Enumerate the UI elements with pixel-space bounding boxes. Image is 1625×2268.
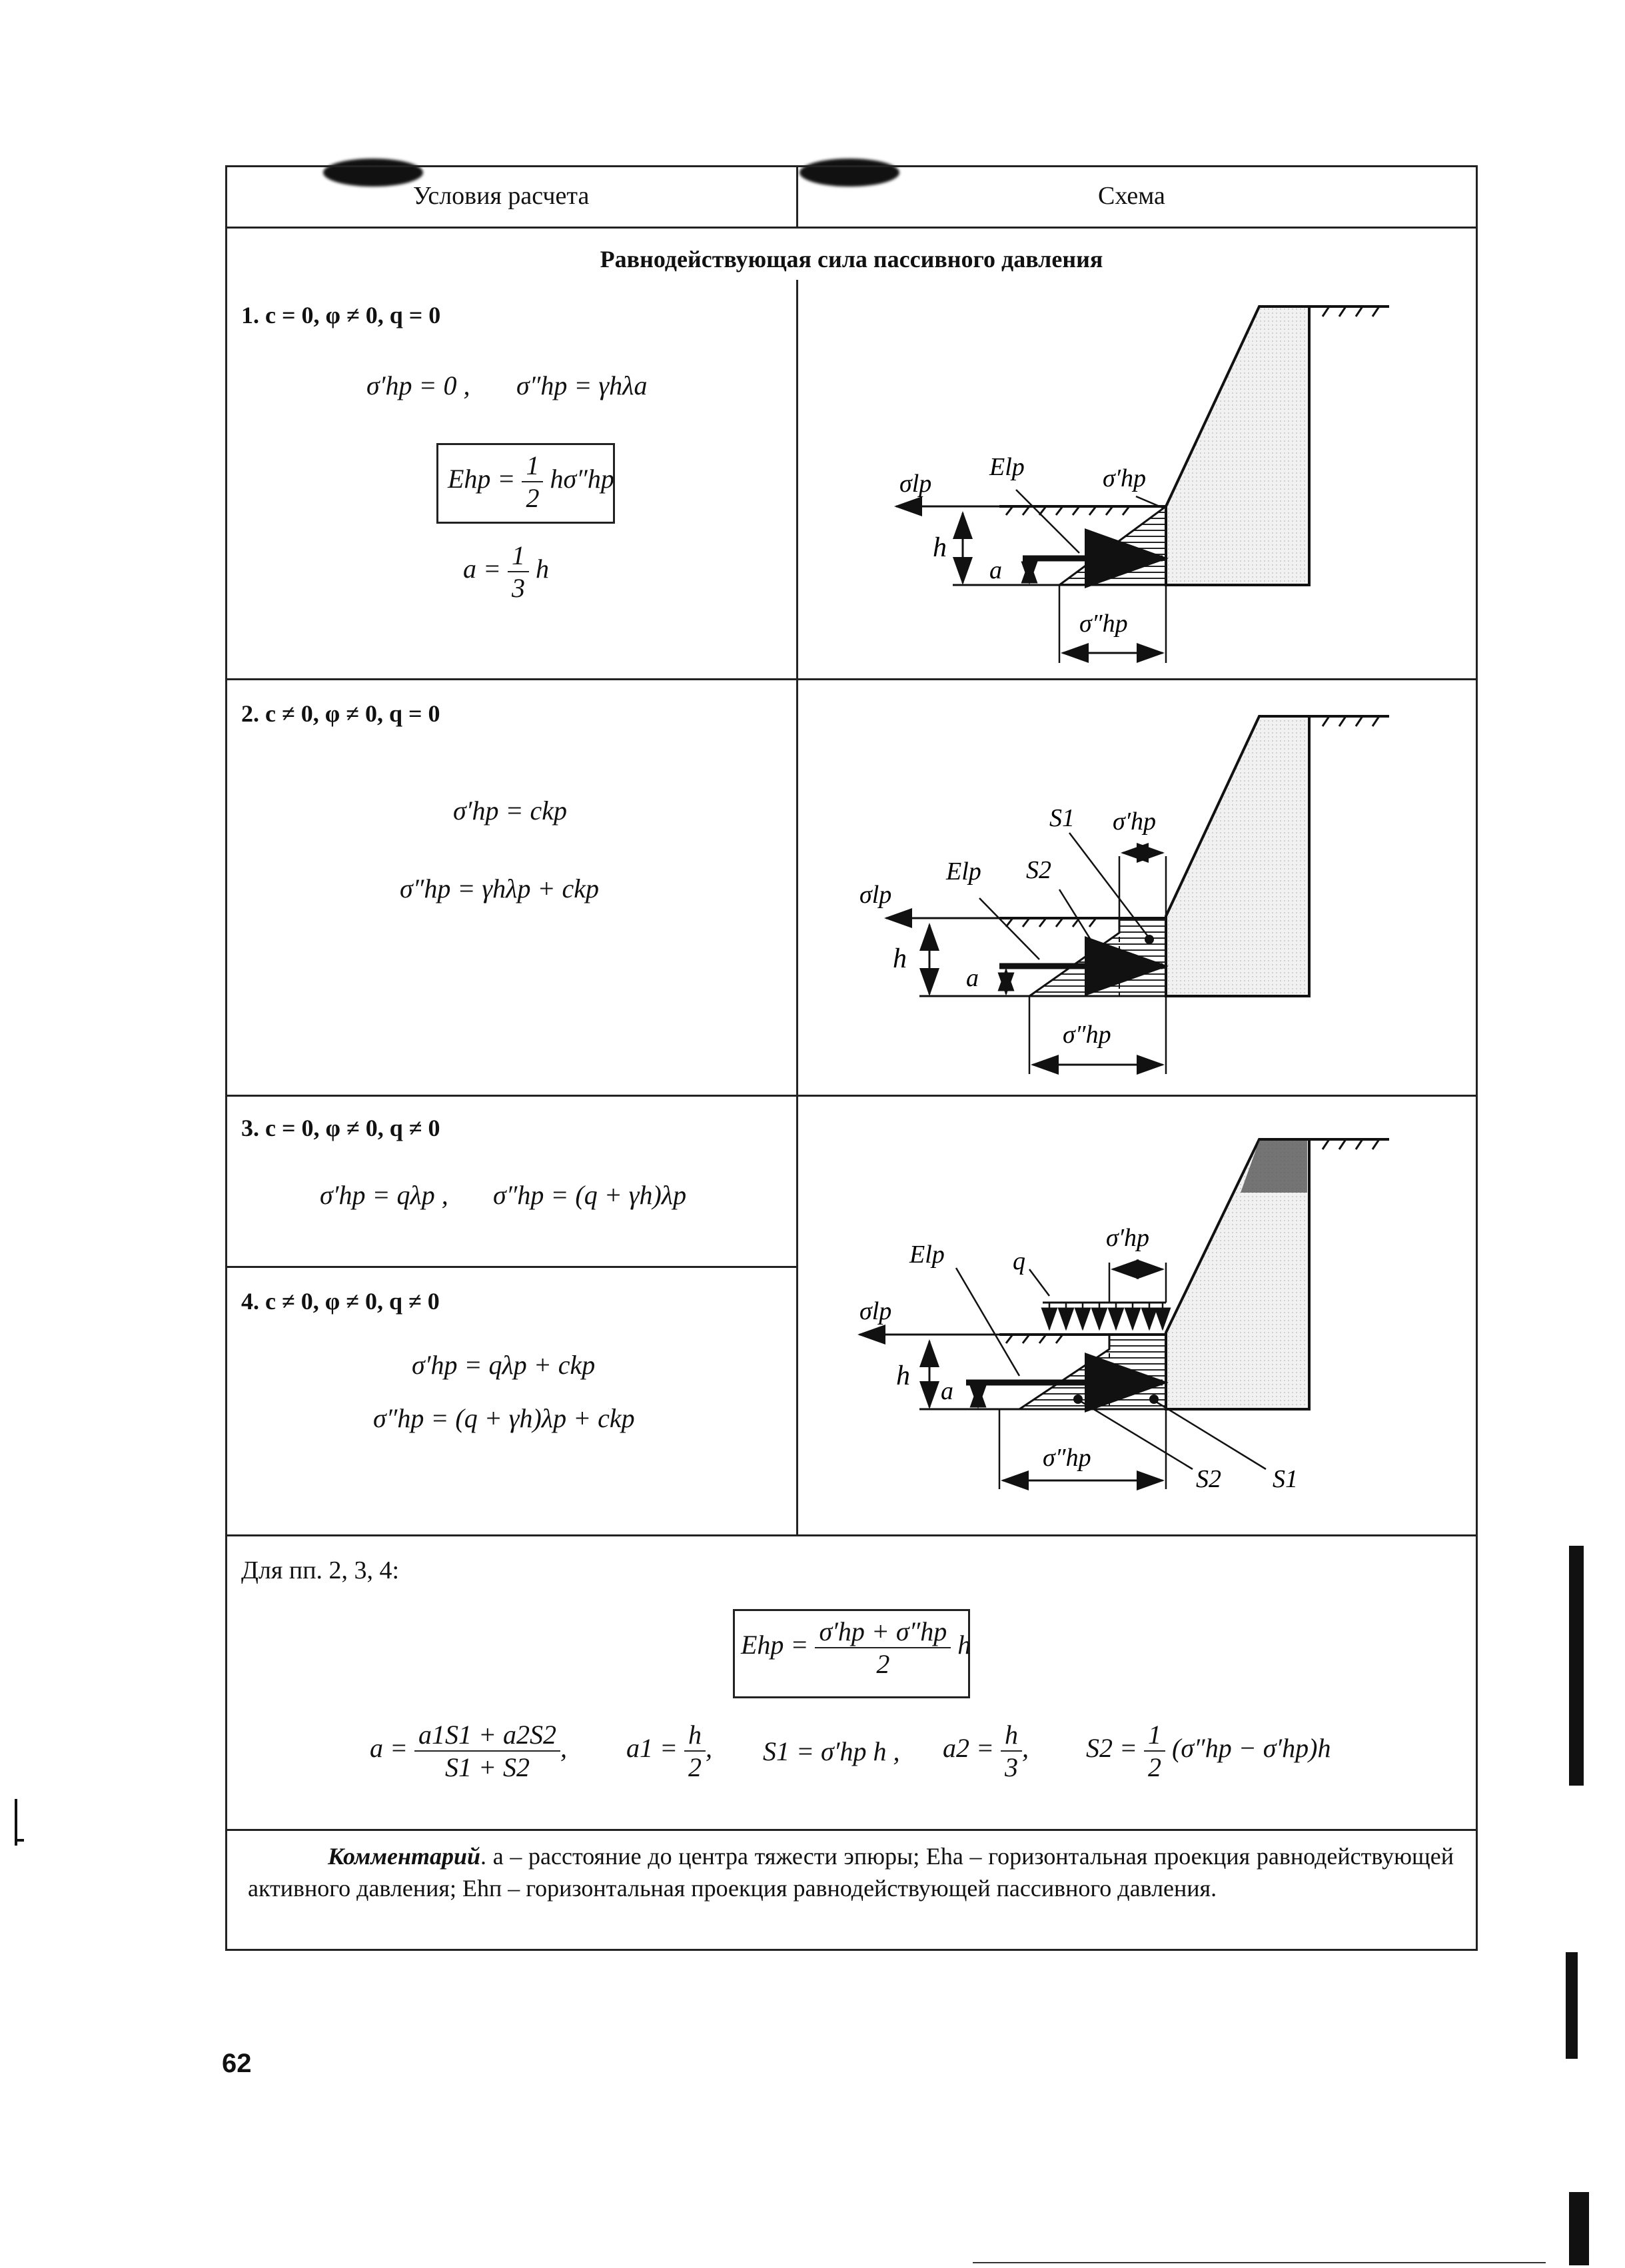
case-2-formula-sigma1: σ′hp = ckp [453,796,567,826]
case-2-title: 2. c ≠ 0, φ ≠ 0, q = 0 [241,700,440,727]
diagram-3-sigma2: σ″hp [1043,1444,1091,1472]
summary-intro: Для пп. 2, 3, 4: [241,1556,400,1584]
diagram-1-h: h [933,532,947,563]
case-2-formula-sigma2: σ″hp = γhλp + ckp [400,873,599,903]
comment-text: . a – расстояние до центра тяжести эпюры; Eha – горизонтальная проекция равнодействующей активного давления; Ehп – горизонтальная проекция равнодействующей пассивного давления. [248,1843,1454,1902]
case-1-ehp: Ehp = $\frac{1}{2}$ hσ″hp [448,450,614,513]
comment [248,1840,1454,1904]
diagram-3-sigma1: σ′hp [1106,1224,1150,1252]
case-4-formula-sigma2: σ″hp = (q + γh)λp + ckp [373,1403,635,1433]
diagram-2-S2: S2 [1026,856,1051,884]
diagram-3-E-label: Elp [909,1241,945,1269]
summary-a-fraction: $\frac{a1S1 + a2S2}{S1 + S2}$ [414,1719,560,1783]
summary-a1-formula: a1 = $\frac{h}{2}$ , [626,1720,712,1782]
diagram-3-a: a [941,1377,953,1405]
diagram-3-S1: S1 [1273,1465,1298,1493]
case-3-title: 3. c = 0, φ ≠ 0, q ≠ 0 [241,1115,440,1141]
comment-label: Комментарий [328,1843,481,1870]
diagram-2-sigma2: σ″hp [1063,1021,1111,1049]
diagram-3-sigma-lp: σlp [859,1297,892,1325]
section-title: Равнодействующая сила пассивного давления [600,246,1103,273]
diagram-3-epure [1019,1335,1166,1409]
diagram-3 [859,1139,1389,1493]
diagram-2-sigma1: σ′hp [1113,808,1157,836]
diagram-2-sigma-lp: σlp [859,881,892,909]
case-1-title: 1. c = 0, φ ≠ 0, q = 0 [241,302,441,328]
diagram-1-sigma2: σ″hp [1079,610,1128,638]
summary-s2-fraction: $\frac{1}{2}$ [1144,1719,1165,1783]
diagram-1-E-label: Elp [989,453,1025,481]
summary-s1-formula: S1 = σ′hp h , [763,1736,900,1766]
case-3-formula-sigma2: σ″hp = (q + γh)λp [493,1180,687,1210]
diagram-3-q: q [1013,1247,1025,1275]
diagram-2-h: h [893,943,907,974]
diagram-3-h: h [896,1361,910,1391]
case-1-ehp-fraction: $\frac{1}{2}$ [522,450,543,514]
summary-ehp: Ehp = $\frac{\sigma'hp + \sigma''hp}{2}$ h [741,1616,971,1679]
diagram-1-sigma-lp: σlp [899,470,932,498]
diagram-2-S1: S1 [1049,804,1075,832]
diagram-1-wall [1166,306,1309,585]
summary-s2-formula: S2 = $\frac{1}{2}$ (σ″hp − σ′hp)h [1086,1720,1331,1782]
case-1-a: a = $\frac{1}{3}$ h [463,540,549,603]
diagram-1-epure [1059,506,1166,585]
diagram-3-S2: S2 [1196,1465,1221,1493]
diagram-1-sigma1: σ′hp [1103,464,1147,492]
summary-a2-formula: a2 = $\frac{h}{3}$ , [943,1720,1029,1782]
summary-ehp-fraction: $\frac{\sigma'hp + \sigma''hp}{2}$ [815,1616,951,1680]
case-4-title: 4. c ≠ 0, φ ≠ 0, q ≠ 0 [241,1288,440,1315]
diagram-2-a: a [966,964,979,992]
header-conditions: Условия расчета [413,182,590,210]
header-scheme: Схема [1098,182,1165,210]
case-1-formula-sigma2: σ″hp = γhλa [516,370,648,400]
summary-a-formula: a = $\frac{a1S1 + a2S2}{S1 + S2}$ , [370,1720,567,1782]
diagram-1-a: a [989,556,1002,584]
summary-a1-fraction: $\frac{h}{2}$ [684,1719,706,1783]
summary-a2-fraction: $\frac{h}{3}$ [1001,1719,1022,1783]
case-1-a-fraction: $\frac{1}{3}$ [508,540,529,604]
diagram-2-wall [1166,716,1309,996]
diagram-2-E-label: Elp [946,857,981,885]
case-3-formula-sigma1: σ′hp = qλp , [320,1180,448,1210]
case-1-formula-sigma1: σ′hp = 0 , [366,370,470,400]
case-4-formula-sigma1: σ′hp = qλp + ckp [412,1350,596,1380]
page-number: 62 [222,2049,252,2078]
diagram-1 [896,306,1389,663]
diagram-2 [859,716,1389,1074]
